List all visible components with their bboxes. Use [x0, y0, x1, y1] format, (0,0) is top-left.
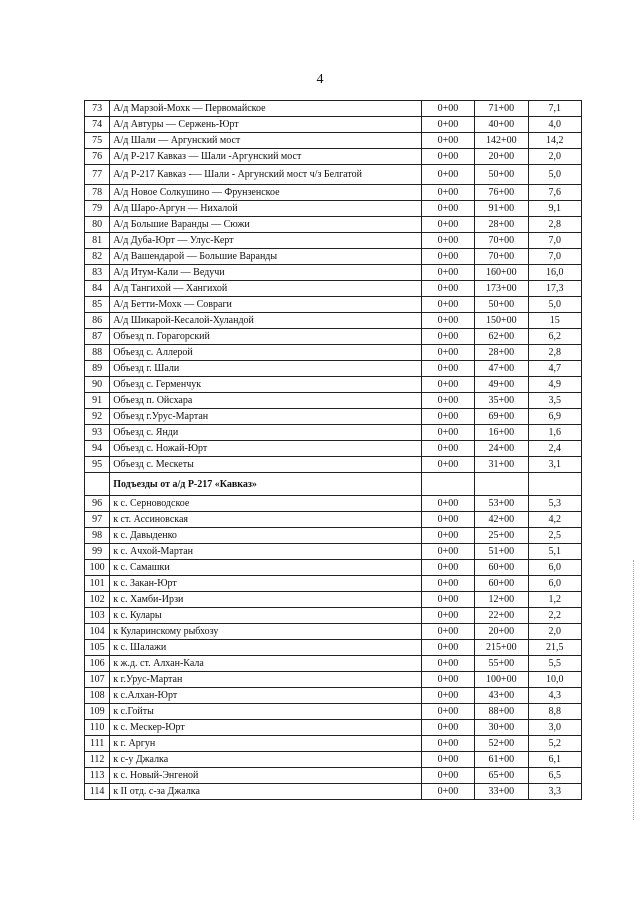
- start-km: 0+00: [421, 544, 474, 560]
- start-km: 0+00: [421, 512, 474, 528]
- start-km: 0+00: [421, 784, 474, 800]
- road-name: к с. Шалажи: [110, 640, 422, 656]
- table-row: [85, 149, 582, 165]
- length-km: 2,4: [528, 441, 581, 457]
- row-number: 88: [85, 345, 110, 361]
- length-km: 4,7: [528, 361, 581, 377]
- end-km: 65+00: [475, 768, 528, 784]
- length-km: 2,0: [528, 149, 581, 165]
- end-km: 35+00: [475, 393, 528, 409]
- start-km: 0+00: [421, 249, 474, 265]
- table-row: [85, 640, 582, 656]
- length-km: 2,8: [528, 217, 581, 233]
- start-km: 0+00: [421, 329, 474, 345]
- road-name: А/д Тангихой — Хангихой: [110, 281, 422, 297]
- length-km: 4,0: [528, 117, 581, 133]
- section-end-cell: [475, 473, 528, 496]
- end-km: 60+00: [475, 560, 528, 576]
- scan-edge-marks: [629, 560, 634, 820]
- table-row: [85, 217, 582, 233]
- start-km: 0+00: [421, 201, 474, 217]
- road-name: А/д Марзой-Мохк — Первомайское: [110, 101, 422, 117]
- end-km: 31+00: [475, 457, 528, 473]
- table-row: [85, 133, 582, 149]
- row-number: 89: [85, 361, 110, 377]
- end-km: 55+00: [475, 656, 528, 672]
- table-row: [85, 752, 582, 768]
- table-row: [85, 297, 582, 313]
- start-km: 0+00: [421, 393, 474, 409]
- start-km: 0+00: [421, 720, 474, 736]
- length-km: 3,3: [528, 784, 581, 800]
- end-km: 22+00: [475, 608, 528, 624]
- end-km: 50+00: [475, 165, 528, 185]
- road-name: А/д Большие Варанды — Сюжи: [110, 217, 422, 233]
- end-km: 50+00: [475, 297, 528, 313]
- section-length-cell: [528, 473, 581, 496]
- end-km: 70+00: [475, 249, 528, 265]
- end-km: 60+00: [475, 576, 528, 592]
- end-km: 49+00: [475, 377, 528, 393]
- road-name: к Куларинскому рыбхозу: [110, 624, 422, 640]
- length-km: 2,2: [528, 608, 581, 624]
- road-name: А/д Р-217 Кавказ — Шали -Аргунский мост: [110, 149, 422, 165]
- row-number: 92: [85, 409, 110, 425]
- length-km: 5,3: [528, 496, 581, 512]
- road-name: к с.Алхан-Юрт: [110, 688, 422, 704]
- start-km: 0+00: [421, 149, 474, 165]
- end-km: 88+00: [475, 704, 528, 720]
- end-km: 33+00: [475, 784, 528, 800]
- row-number: 91: [85, 393, 110, 409]
- row-number: 107: [85, 672, 110, 688]
- start-km: 0+00: [421, 377, 474, 393]
- end-km: 61+00: [475, 752, 528, 768]
- road-name: к с. Хамби-Ирзи: [110, 592, 422, 608]
- section-title: Подъезды от а/д Р-217 «Кавказ»: [110, 473, 422, 496]
- start-km: 0+00: [421, 576, 474, 592]
- length-km: 7,0: [528, 249, 581, 265]
- table-row: [85, 704, 582, 720]
- road-name: Объезд с. Мескеты: [110, 457, 422, 473]
- table-row: [85, 281, 582, 297]
- road-name: к с. Закан-Юрт: [110, 576, 422, 592]
- table-row: [85, 736, 582, 752]
- start-km: 0+00: [421, 233, 474, 249]
- table-row: [85, 425, 582, 441]
- road-name: к ст. Ассиновская: [110, 512, 422, 528]
- table-row: [85, 361, 582, 377]
- end-km: 42+00: [475, 512, 528, 528]
- table-row: [85, 496, 582, 512]
- length-km: 6,5: [528, 768, 581, 784]
- end-km: 150+00: [475, 313, 528, 329]
- row-number: 99: [85, 544, 110, 560]
- end-km: 16+00: [475, 425, 528, 441]
- length-km: 10,0: [528, 672, 581, 688]
- length-km: 6,1: [528, 752, 581, 768]
- road-name: Объезд с. Янди: [110, 425, 422, 441]
- end-km: 47+00: [475, 361, 528, 377]
- table-row: [85, 345, 582, 361]
- table-row: [85, 768, 582, 784]
- table-row: [85, 409, 582, 425]
- row-number: 105: [85, 640, 110, 656]
- length-km: 4,3: [528, 688, 581, 704]
- row-number: 102: [85, 592, 110, 608]
- table-row: [85, 544, 582, 560]
- section-header-row: [85, 473, 582, 496]
- road-name: к с-у Джалка: [110, 752, 422, 768]
- start-km: 0+00: [421, 528, 474, 544]
- table-row: [85, 576, 582, 592]
- end-km: 20+00: [475, 149, 528, 165]
- table-row: [85, 624, 582, 640]
- row-number: 87: [85, 329, 110, 345]
- length-km: 2,5: [528, 528, 581, 544]
- table-row: [85, 512, 582, 528]
- length-km: 3,5: [528, 393, 581, 409]
- row-number: 114: [85, 784, 110, 800]
- row-number: 113: [85, 768, 110, 784]
- table-row: [85, 528, 582, 544]
- row-number: 79: [85, 201, 110, 217]
- start-km: 0+00: [421, 165, 474, 185]
- row-number: 76: [85, 149, 110, 165]
- end-km: 91+00: [475, 201, 528, 217]
- end-km: 24+00: [475, 441, 528, 457]
- row-number: 93: [85, 425, 110, 441]
- table-row: [85, 656, 582, 672]
- length-km: 8,8: [528, 704, 581, 720]
- road-name: А/д Новое Солкушино — Фрунзенское: [110, 185, 422, 201]
- end-km: 100+00: [475, 672, 528, 688]
- length-km: 7,0: [528, 233, 581, 249]
- table-row: [85, 784, 582, 800]
- row-number: 77: [85, 165, 110, 185]
- end-km: 28+00: [475, 345, 528, 361]
- length-km: 2,0: [528, 624, 581, 640]
- start-km: 0+00: [421, 457, 474, 473]
- row-number: 101: [85, 576, 110, 592]
- end-km: 71+00: [475, 101, 528, 117]
- row-number: 94: [85, 441, 110, 457]
- road-name: Объезд г. Шали: [110, 361, 422, 377]
- table-row: [85, 117, 582, 133]
- end-km: 20+00: [475, 624, 528, 640]
- road-name: к с. Самашки: [110, 560, 422, 576]
- row-number: 95: [85, 457, 110, 473]
- end-km: 62+00: [475, 329, 528, 345]
- start-km: 0+00: [421, 624, 474, 640]
- road-name: Объезд с. Герменчук: [110, 377, 422, 393]
- table-row: [85, 265, 582, 281]
- table-row: [85, 441, 582, 457]
- length-km: 15: [528, 313, 581, 329]
- table-row: [85, 233, 582, 249]
- road-name: А/д Итум-Кали — Ведучи: [110, 265, 422, 281]
- road-name: к г. Аргун: [110, 736, 422, 752]
- table-row: [85, 393, 582, 409]
- page-number: 4: [316, 72, 324, 87]
- row-number: 73: [85, 101, 110, 117]
- row-number: 104: [85, 624, 110, 640]
- end-km: 76+00: [475, 185, 528, 201]
- length-km: 5,1: [528, 544, 581, 560]
- road-name: А/д Бетти-Мохк — Совраги: [110, 297, 422, 313]
- roads-table-body: [85, 101, 582, 473]
- section-num-cell: [85, 473, 110, 496]
- row-number: 84: [85, 281, 110, 297]
- length-km: 7,6: [528, 185, 581, 201]
- end-km: 12+00: [475, 592, 528, 608]
- length-km: 2,8: [528, 345, 581, 361]
- start-km: 0+00: [421, 217, 474, 233]
- road-name: Объезд с. Ножай-Юрт: [110, 441, 422, 457]
- start-km: 0+00: [421, 361, 474, 377]
- table-row: [85, 329, 582, 345]
- table-row: [85, 672, 582, 688]
- road-name: к ж.д. ст. Алхан-Кала: [110, 656, 422, 672]
- road-name: к с. Новый-Энгеной: [110, 768, 422, 784]
- row-number: 100: [85, 560, 110, 576]
- road-name: А/д Автуры — Сержень-Юрт: [110, 117, 422, 133]
- row-number: 90: [85, 377, 110, 393]
- length-km: 4,2: [528, 512, 581, 528]
- table-row: [85, 720, 582, 736]
- road-name: к с. Ачхой-Мартан: [110, 544, 422, 560]
- length-km: 14,2: [528, 133, 581, 149]
- end-km: 142+00: [475, 133, 528, 149]
- start-km: 0+00: [421, 752, 474, 768]
- start-km: 0+00: [421, 409, 474, 425]
- length-km: 21,5: [528, 640, 581, 656]
- table-row: [85, 249, 582, 265]
- length-km: 5,0: [528, 297, 581, 313]
- row-number: 96: [85, 496, 110, 512]
- table-row: [85, 101, 582, 117]
- end-km: 173+00: [475, 281, 528, 297]
- length-km: 6,9: [528, 409, 581, 425]
- start-km: 0+00: [421, 117, 474, 133]
- table-row: [85, 165, 582, 185]
- row-number: 80: [85, 217, 110, 233]
- road-name: А/д Дуба-Юрт — Улус-Керт: [110, 233, 422, 249]
- road-name: А/д Шали — Аргунский мост: [110, 133, 422, 149]
- approaches-table-body: [85, 496, 582, 800]
- road-name: А/д Вашендарой — Большие Варанды: [110, 249, 422, 265]
- table-row: [85, 201, 582, 217]
- start-km: 0+00: [421, 441, 474, 457]
- start-km: 0+00: [421, 656, 474, 672]
- road-name: к с. Серноводское: [110, 496, 422, 512]
- road-name: Объезд г.Урус-Мартан: [110, 409, 422, 425]
- road-name: к с. Мескер-Юрт: [110, 720, 422, 736]
- end-km: 43+00: [475, 688, 528, 704]
- end-km: 30+00: [475, 720, 528, 736]
- length-km: 3,1: [528, 457, 581, 473]
- end-km: 52+00: [475, 736, 528, 752]
- row-number: 106: [85, 656, 110, 672]
- start-km: 0+00: [421, 672, 474, 688]
- start-km: 0+00: [421, 736, 474, 752]
- length-km: 4,9: [528, 377, 581, 393]
- row-number: 97: [85, 512, 110, 528]
- end-km: 160+00: [475, 265, 528, 281]
- row-number: 103: [85, 608, 110, 624]
- road-name: к с. Давыденко: [110, 528, 422, 544]
- start-km: 0+00: [421, 560, 474, 576]
- end-km: 25+00: [475, 528, 528, 544]
- end-km: 53+00: [475, 496, 528, 512]
- length-km: 1,2: [528, 592, 581, 608]
- row-number: 112: [85, 752, 110, 768]
- table-row: [85, 608, 582, 624]
- row-number: 75: [85, 133, 110, 149]
- road-name: к с.Гойты: [110, 704, 422, 720]
- row-number: 98: [85, 528, 110, 544]
- road-name: Объезд п. Горагорский: [110, 329, 422, 345]
- row-number: 83: [85, 265, 110, 281]
- start-km: 0+00: [421, 133, 474, 149]
- road-name: Объезд п. Ойсхара: [110, 393, 422, 409]
- length-km: 9,1: [528, 201, 581, 217]
- start-km: 0+00: [421, 425, 474, 441]
- end-km: 51+00: [475, 544, 528, 560]
- start-km: 0+00: [421, 265, 474, 281]
- section-header-group: [85, 473, 582, 496]
- start-km: 0+00: [421, 101, 474, 117]
- start-km: 0+00: [421, 345, 474, 361]
- end-km: 28+00: [475, 217, 528, 233]
- length-km: 16,0: [528, 265, 581, 281]
- length-km: 6,0: [528, 560, 581, 576]
- length-km: 5,2: [528, 736, 581, 752]
- start-km: 0+00: [421, 592, 474, 608]
- length-km: 5,5: [528, 656, 581, 672]
- start-km: 0+00: [421, 608, 474, 624]
- row-number: 78: [85, 185, 110, 201]
- road-name: к II отд. с-за Джалка: [110, 784, 422, 800]
- row-number: 81: [85, 233, 110, 249]
- start-km: 0+00: [421, 297, 474, 313]
- row-number: 110: [85, 720, 110, 736]
- road-name: Объезд с. Аллерой: [110, 345, 422, 361]
- start-km: 0+00: [421, 281, 474, 297]
- row-number: 85: [85, 297, 110, 313]
- road-name: к с. Кулары: [110, 608, 422, 624]
- table-row: [85, 592, 582, 608]
- row-number: 82: [85, 249, 110, 265]
- length-km: 17,3: [528, 281, 581, 297]
- road-name: А/д Шаро-Аргун — Нихалой: [110, 201, 422, 217]
- table-row: [85, 688, 582, 704]
- start-km: 0+00: [421, 688, 474, 704]
- start-km: 0+00: [421, 185, 474, 201]
- table-row: [85, 560, 582, 576]
- length-km: 3,0: [528, 720, 581, 736]
- end-km: 69+00: [475, 409, 528, 425]
- row-number: 108: [85, 688, 110, 704]
- table-row: [85, 185, 582, 201]
- start-km: 0+00: [421, 640, 474, 656]
- road-name: А/д Р-217 Кавказ -— Шали - Аргунский мост ч/з Белгатой: [110, 165, 422, 185]
- row-number: 86: [85, 313, 110, 329]
- start-km: 0+00: [421, 313, 474, 329]
- table-row: [85, 377, 582, 393]
- length-km: 7,1: [528, 101, 581, 117]
- end-km: 70+00: [475, 233, 528, 249]
- road-name: А/д Шикарой-Кесалой-Хуландой: [110, 313, 422, 329]
- row-number: 74: [85, 117, 110, 133]
- length-km: 5,0: [528, 165, 581, 185]
- end-km: 40+00: [475, 117, 528, 133]
- length-km: 6,2: [528, 329, 581, 345]
- start-km: 0+00: [421, 768, 474, 784]
- table-row: [85, 457, 582, 473]
- road-name: к г.Урус-Мартан: [110, 672, 422, 688]
- row-number: 109: [85, 704, 110, 720]
- length-km: 1,6: [528, 425, 581, 441]
- table-row: [85, 313, 582, 329]
- roads-table: [84, 100, 582, 800]
- length-km: 6,0: [528, 576, 581, 592]
- start-km: 0+00: [421, 496, 474, 512]
- start-km: 0+00: [421, 704, 474, 720]
- row-number: 111: [85, 736, 110, 752]
- section-start-cell: [421, 473, 474, 496]
- end-km: 215+00: [475, 640, 528, 656]
